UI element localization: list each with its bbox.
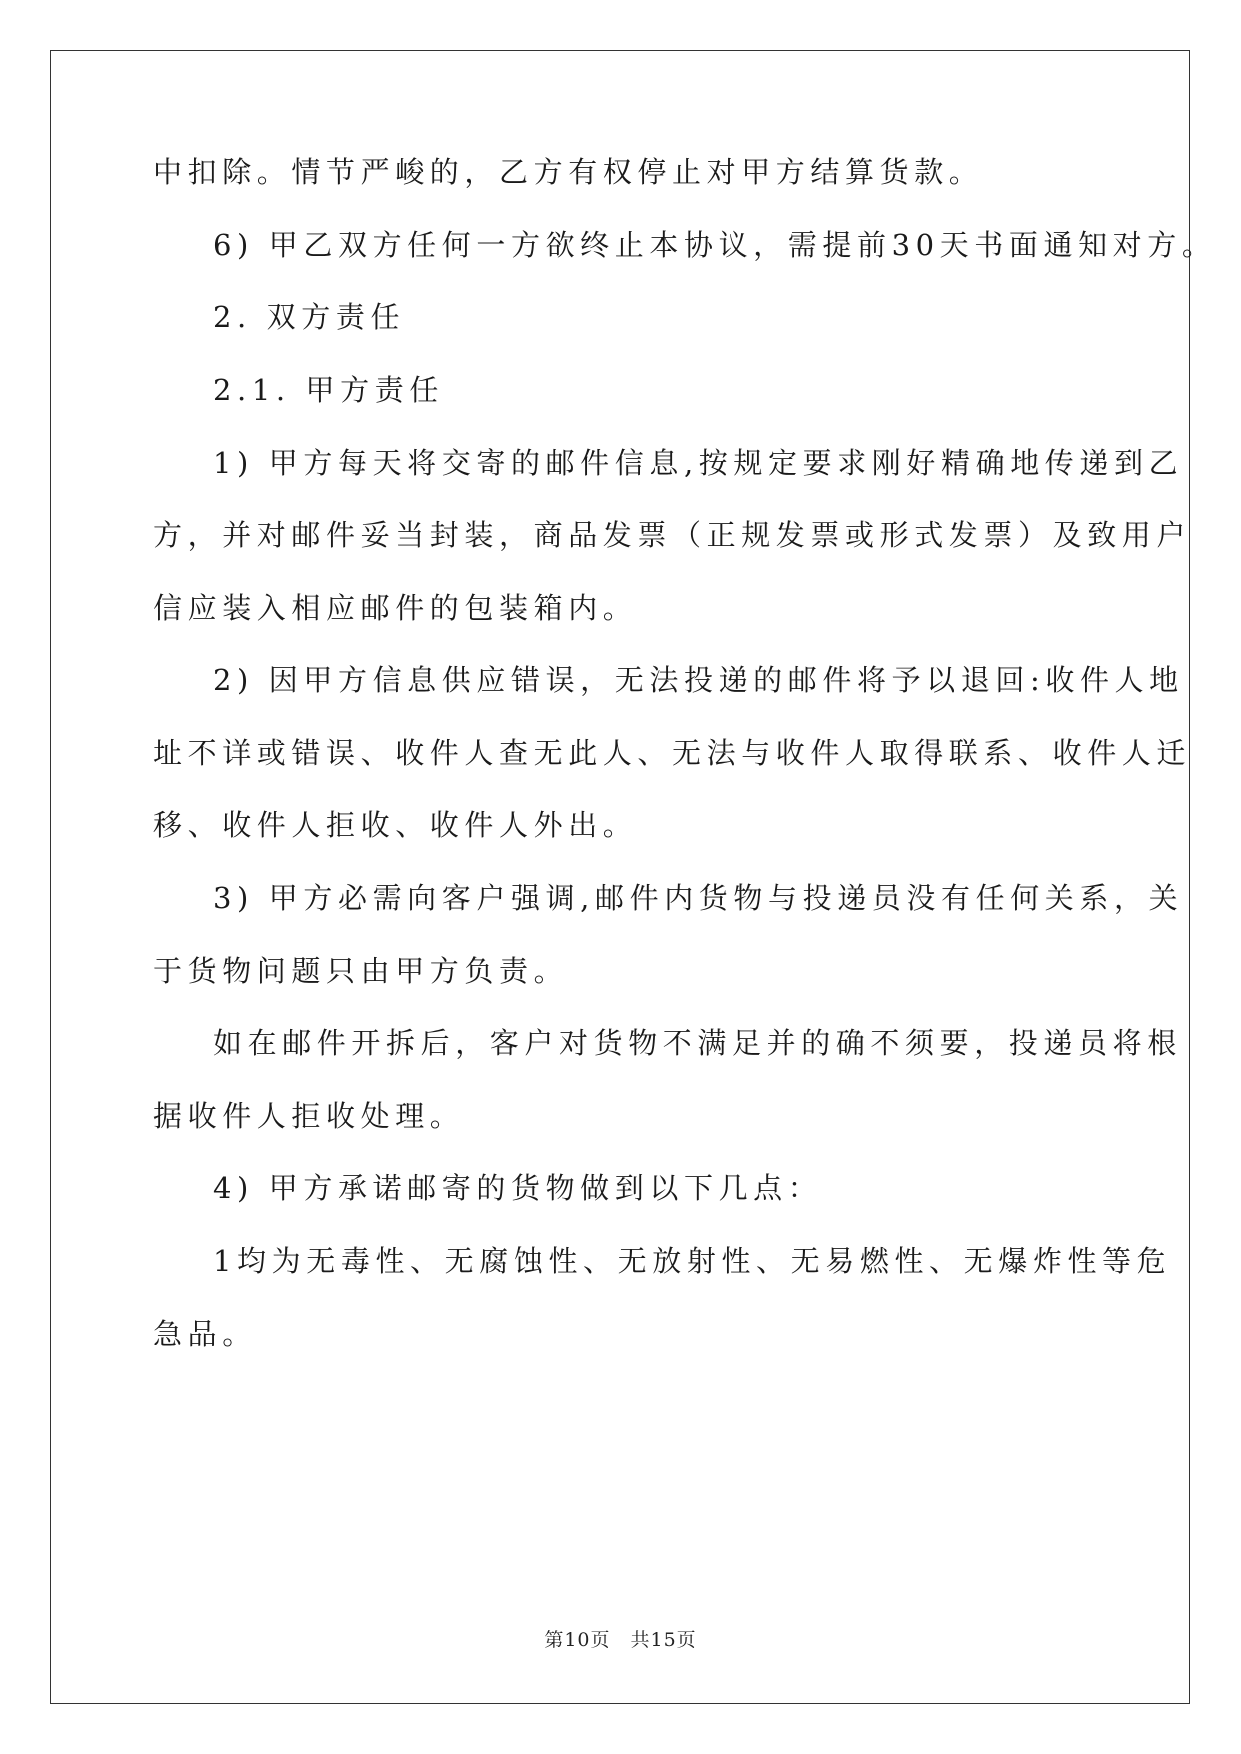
text-line: 6) 甲乙双方任何一方欲终止本协议，需提前30天书面通知对方。 xyxy=(213,228,1217,262)
text-line: 中扣除。情节严峻的，乙方有权停止对甲方结算货款。 xyxy=(153,155,984,189)
text-line: 4) 甲方承诺邮寄的货物做到以下几点： xyxy=(213,1171,823,1205)
text-line: 于货物问题只由甲方负责。 xyxy=(153,954,569,988)
text-line: 1均为无毒性、无腐蚀性、无放射性、无易燃性、无爆炸性等危 xyxy=(213,1244,1172,1278)
text-line: 3) 甲方必需向客户强调,邮件内货物与投递员没有任何关系，关 xyxy=(213,881,1184,915)
text-line: 急品。 xyxy=(153,1317,257,1351)
text-line: 信应装入相应邮件的包装箱内。 xyxy=(153,591,638,625)
subsection-heading: 2.1. 甲方责任 xyxy=(213,373,444,407)
text-line: 址不详或错误、收件人查无此人、无法与收件人取得联系、收件人迁 xyxy=(153,736,1192,770)
section-heading: 2. 双方责任 xyxy=(213,300,406,334)
text-line: 方，并对邮件妥当封装，商品发票（正规发票或形式发票）及致用户 xyxy=(153,518,1192,552)
text-line: 1) 甲方每天将交寄的邮件信息,按规定要求刚好精确地传递到乙 xyxy=(213,446,1184,480)
text-line: 2) 因甲方信息供应错误，无法投递的邮件将予以退回:收件人地 xyxy=(213,663,1184,697)
text-line: 如在邮件开拆后，客户对货物不满足并的确不须要，投递员将根 xyxy=(213,1026,1182,1060)
page-number: 第10页 共15页 xyxy=(544,1629,697,1651)
text-line: 据收件人拒收处理。 xyxy=(153,1099,465,1133)
text-line: 移、收件人拒收、收件人外出。 xyxy=(153,808,638,842)
